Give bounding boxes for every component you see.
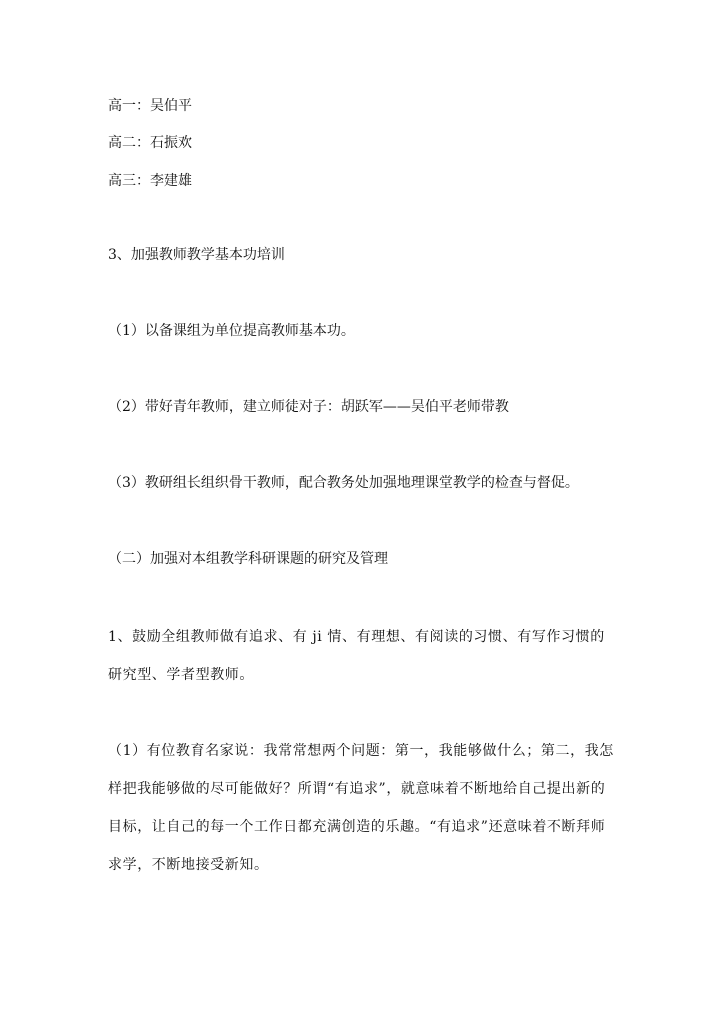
- section-two-heading: （二）加强对本组教学科研课题的研究及管理: [108, 551, 388, 567]
- grade-3-leader: 高三：李建雄: [108, 173, 192, 189]
- paragraph-education-quote: （1）有位教育名家说：我常常想两个问题：第一，我能够做什么；第二，我怎样把我能够做的尽可能做好？所谓“有追求”，就意味着不断地给自己提出新的目标，让自己的每一个工作日都充满创造的乐趣。“有追求”还意味着不断拜师求学，不断地接受新知。: [108, 743, 614, 873]
- section-3-heading: 3、加强教师教学基本功培训: [108, 247, 285, 263]
- list-item-3: （3）教研组长组织骨干教师，配合教务处加强地理课堂教学的检查与督促。: [108, 475, 579, 491]
- list-item-1: （1）以备课组为单位提高教师基本功。: [108, 323, 355, 339]
- list-item-2: （2）带好青年教师，建立师徒对子：胡跃军——吴伯平老师带教: [108, 399, 509, 415]
- grade-1-leader: 高一：吴伯平: [108, 98, 192, 114]
- grade-2-leader: 高二：石振欢: [108, 135, 192, 151]
- paragraph-encourage-teachers: 1、鼓励全组教师做有追求、有 ji 情、有理想、有阅读的习惯、有写作习惯的研究型、学者型教师。: [108, 629, 605, 683]
